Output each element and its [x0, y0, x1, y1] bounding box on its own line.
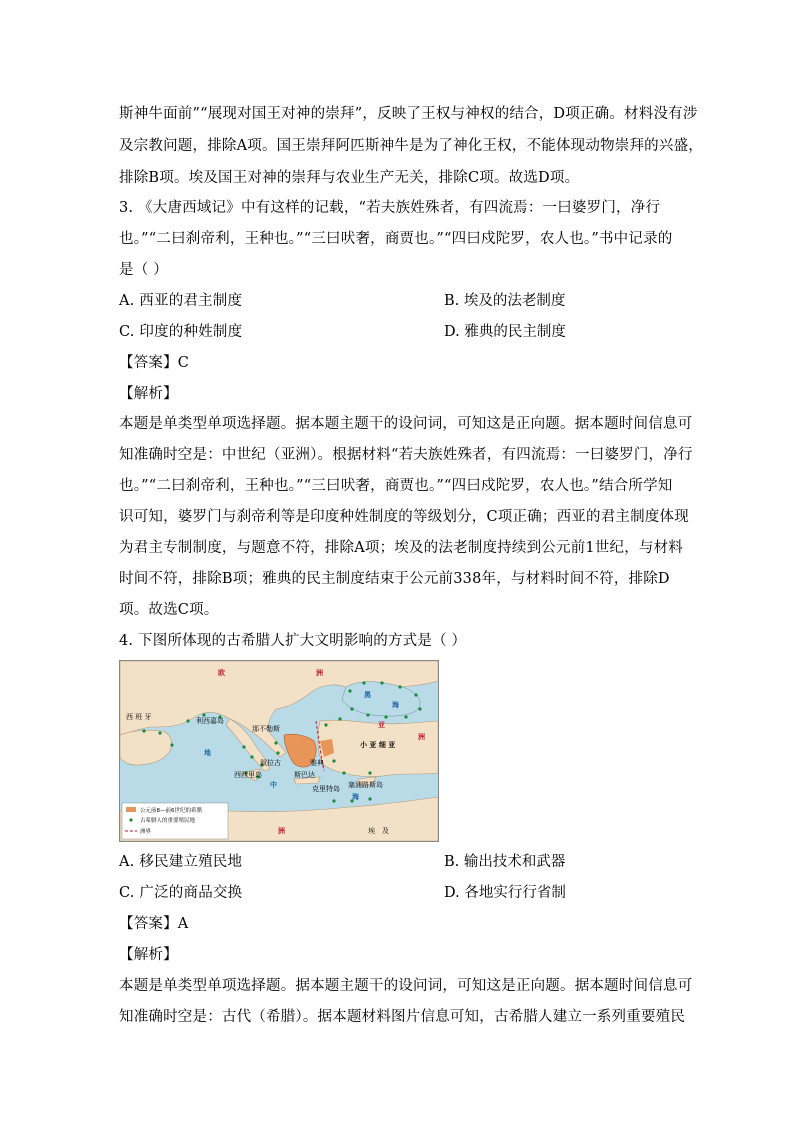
text-line: 斯神牛面前”“展现对国王对神的崇拜”，反映了王权与神权的结合，D项正确。材料没有涉: [119, 106, 698, 122]
question-3-stem: 也。”“二曰刹帝利，王种也。”“三曰吠奢，商贾也。”“四曰戍陀罗，农人也。”书中记录的: [119, 231, 673, 247]
map-label: 利西嘉岛: [196, 717, 224, 725]
legend-swatch-colony: [129, 818, 132, 821]
q4-analysis-line: 知准确时空是：古代（希腊）。据本题材料图片信息可知，古希腊人建立一系列重要殖民: [119, 1009, 686, 1025]
map-label: 亚: [378, 721, 385, 729]
map-label: 埃: [368, 827, 375, 835]
q3-analysis-line: 识可知，婆罗门与刹帝利等是印度种姓制度的等级划分，C项正确；西亚的君主制度体现: [119, 509, 689, 525]
q4-option-a: A. 移民建立殖民地: [119, 854, 243, 870]
map-label: 克里特岛: [312, 785, 340, 793]
q3-answer: 【答案】C: [119, 355, 190, 371]
q4-analysis-heading: 【解析】: [119, 947, 178, 963]
map-label: 欧: [218, 669, 225, 677]
q3-option-a: A. 西亚的君主制度: [119, 293, 243, 309]
q4-analysis-line: 本题是单类型单项选择题。据本题主题干的设问词，可知这是正向题。据本题时间信息可: [119, 978, 693, 994]
map-label: 雅典: [310, 759, 324, 767]
q3-analysis-line: 知准确时空是：中世纪（亚洲）。根据材料“若夫族姓殊者，有四流焉：一曰婆罗门，净行: [119, 447, 693, 463]
map-label: 斯巴达: [294, 771, 315, 779]
legend-swatch-greece: [126, 807, 136, 812]
map-label: 洲: [418, 733, 425, 741]
map-label: 洲: [278, 827, 285, 835]
q4-answer: 【答案】A: [119, 916, 189, 932]
map-label: 叙拉古: [260, 759, 281, 767]
map-label: 西西里岛: [234, 771, 262, 779]
q4-option-b: B. 输出技术和武器: [444, 854, 566, 870]
map-label: 海: [352, 793, 359, 801]
greek-colonies-map: [119, 660, 439, 842]
iberia-land: [120, 730, 172, 765]
question-4-stem: 4. 下图所体现的古希腊人扩大文明影响的方式是（ ）: [119, 633, 467, 649]
q3-analysis-line: 为君主专制制度，与题意不符，排除A项；埃及的法老制度持续到公元前1世纪，与材料: [119, 540, 683, 556]
map-label: 海: [392, 701, 399, 709]
legend-label: 洲界: [140, 829, 152, 835]
q4-option-c: C. 广泛的商品交换: [119, 885, 243, 901]
q3-option-c: C. 印度的种姓制度: [119, 324, 243, 340]
question-3-stem: 3. 《大唐西域记》中有这样的记载，“若夫族姓殊者，有四流焉：一曰婆罗门，净行: [119, 200, 661, 216]
map-label: 及: [382, 827, 389, 835]
map-label: 小 亚 细 亚: [360, 741, 396, 749]
black-sea: [342, 682, 420, 716]
map-label: 洲: [316, 669, 323, 677]
legend-label: 公元前8—前6世纪的希腊: [140, 808, 202, 814]
q3-option-d: D. 雅典的民主制度: [444, 324, 566, 340]
map-label: 中: [270, 781, 277, 789]
map-label: 黑: [364, 691, 371, 699]
text-line: 及宗教问题，排除A项。国王崇拜阿匹斯神牛是为了神化王权，不能体现动物崇拜的兴盛，: [119, 138, 703, 154]
map-label: 塞浦路斯岛: [348, 781, 383, 789]
question-3-stem: 是（ ）: [119, 262, 168, 278]
map-label: 那不勒斯: [252, 725, 280, 733]
q4-option-d: D. 各地实行行省制: [444, 885, 566, 901]
map-label: 西 班 牙: [126, 713, 152, 721]
q3-analysis-line: 项。故选C项。: [119, 602, 219, 618]
q3-analysis-line: 也。”“二曰刹帝利，王种也。”“三曰吠奢，商贾也。”“四曰戍陀罗，农人也。”结合所学知: [119, 478, 673, 494]
q3-analysis-line: 本题是单类型单项选择题。据本题主题干的设问词，可知这是正向题。据本题时间信息可: [119, 416, 693, 432]
q3-analysis-line: 时间不符，排除B项；雅典的民主制度结束于公元前338年，与材料时间不符，排除D: [119, 571, 670, 587]
text-line: 排除B项。埃及国王对神的崇拜与农业生产无关，排除C项。故选D项。: [119, 170, 580, 186]
legend-label: 古希腊人的重要殖民地: [140, 818, 196, 824]
map-label: 地: [204, 749, 211, 757]
q3-option-b: B. 埃及的法老制度: [444, 293, 566, 309]
q3-analysis-heading: 【解析】: [119, 386, 178, 402]
